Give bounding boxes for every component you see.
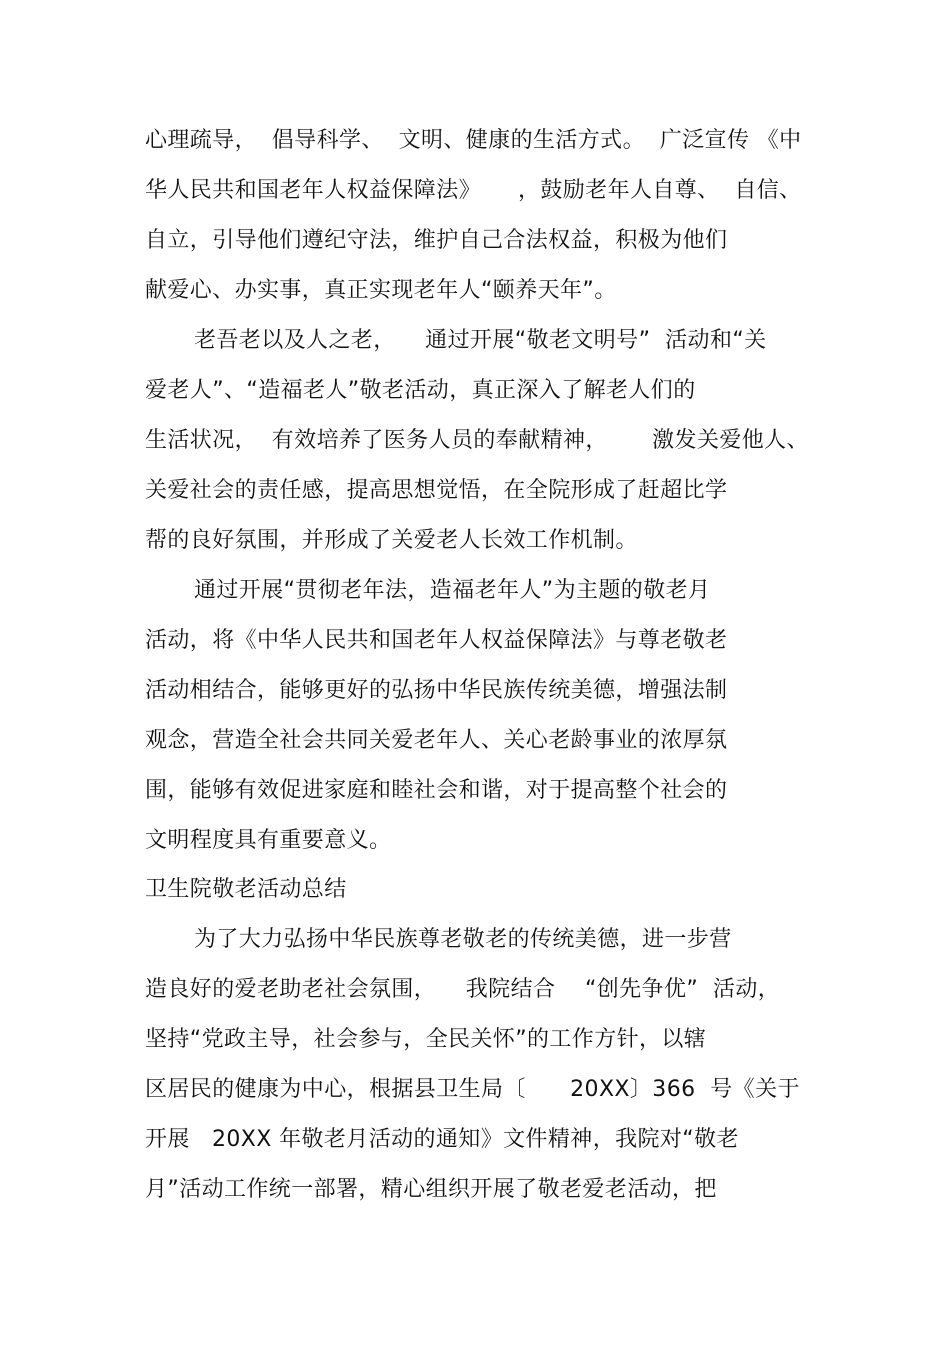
paragraph-first-line: 老吾老以及人之老， 通过开展“敬老文明号” 活动和“关 (194, 328, 767, 353)
text-line: 坚持“党政主导，社会参与，全民关怀”的工作方针，以辖 (145, 1027, 707, 1052)
paragraph-first-line: 为了大力弘扬中华民族尊老敬老的传统美德，进一步营 (194, 927, 732, 952)
text-line: 活动，将《中华人民共和国老年人权益保障法》与尊老敬老 (145, 628, 728, 653)
text-line: 活动相结合，能够更好的弘扬中华民族传统美德，增强法制 (145, 678, 728, 703)
text-line: 献爱心、办实事，真正实现老年人“颐养天年”。 (145, 278, 617, 303)
text-line: 关爱社会的责任感，提高思想觉悟，在全院形成了赶超比学 (145, 478, 728, 503)
text-line: 帮的良好氛围，并形成了关爱老人长效工作机制。 (145, 528, 638, 553)
paragraph-first-line: 通过开展“贯彻老年法，造福老年人”为主题的敬老月 (194, 578, 711, 603)
text-line: 生活状况， 有效培养了医务人员的奉献精神， 激发关爱他人、 (145, 428, 809, 453)
text-line: 区居民的健康为中心，根据县卫生局〔 20XX〕366 号《关于 (145, 1077, 800, 1102)
text-line: 月”活动工作统一部署，精心组织开展了敬老爱老活动，把 (145, 1177, 717, 1202)
text-line: 围，能够有效促进家庭和睦社会和谐，对于提高整个社会的 (145, 778, 728, 803)
text-line: 自立，引导他们遵纪守法，维护自己合法权益，积极为他们 (145, 228, 728, 253)
text-line: 华人民共和国老年人权益保障法》 ，鼓励老年人自尊、 自信、 (145, 178, 802, 203)
text-line: 心理疏导， 倡导科学、 文明、健康的生活方式。 广泛宣传 《中 (145, 128, 802, 153)
text-line: 开展 20XX 年敬老月活动的通知》文件精神，我院对“敬老 (145, 1127, 739, 1152)
section-heading: 卫生院敬老活动总结 (145, 877, 347, 902)
text-line: 文明程度具有重要意义。 (145, 828, 392, 853)
text-line: 造良好的爱老助老社会氛围， 我院结合 “创先争优” 活动， (145, 977, 781, 1002)
text-line: 爱老人”、“造福老人”敬老活动，真正深入了解老人们的 (145, 378, 696, 403)
text-line: 观念，营造全社会共同关爱老年人、关心老龄事业的浓厚氛 (145, 728, 728, 753)
